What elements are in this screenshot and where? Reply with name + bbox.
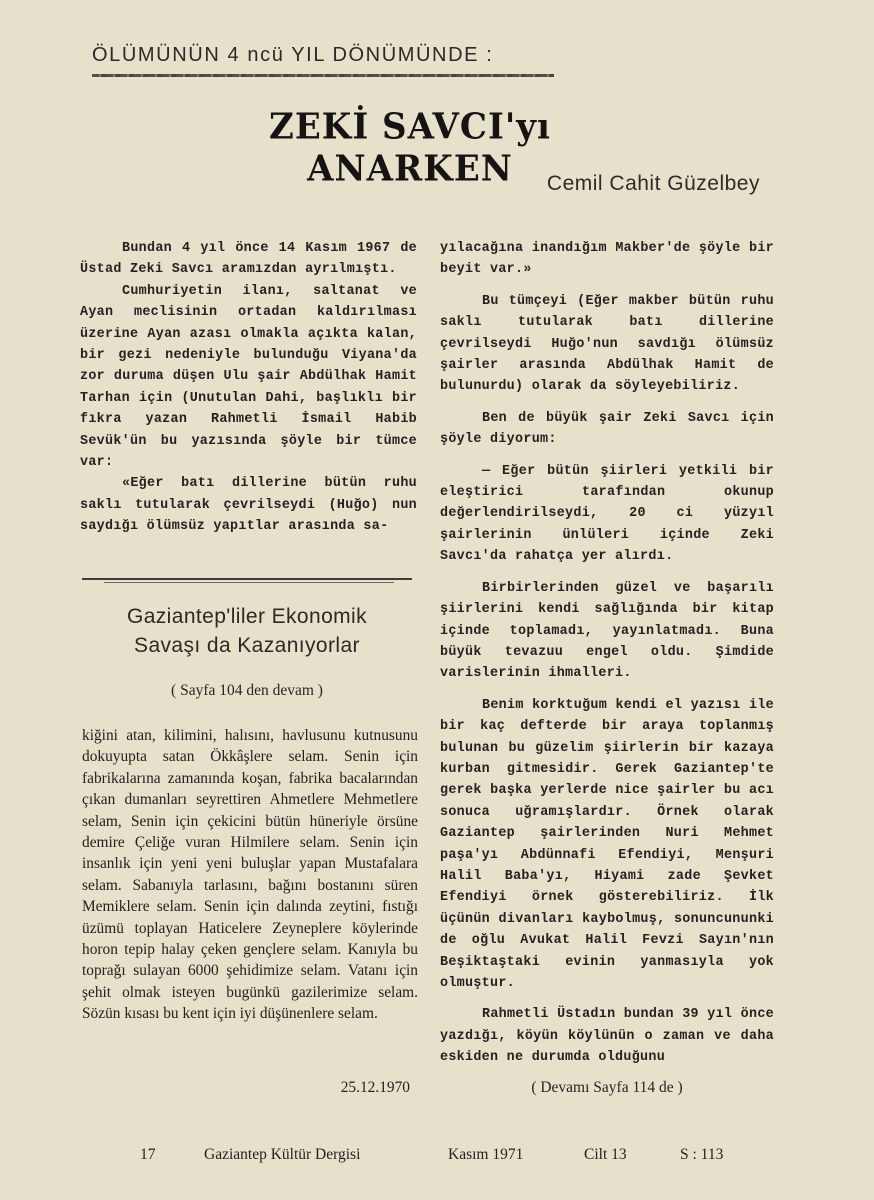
article-column-left: [80, 238, 417, 538]
article-paragraph: Birbirlerinden güzel ve başarılı şiirlerini kendi sağlığında bir kitap içinde toplamadı, yayınlatmadı. Buna büyük tevazuu engel oldu. Şimdide varislerinin ihmalleri.: [440, 580, 774, 682]
issue-date: Kasım 1971: [448, 1146, 524, 1163]
issue-number: S : 113: [680, 1146, 724, 1163]
continued-on-note: ( Devamı Sayfa 114 de ): [531, 1079, 683, 1096]
sidebar-body: [82, 725, 418, 1025]
article-column-right: [440, 238, 774, 1069]
article-paragraph: Rahmetli Üstadın bundan 39 yıl önce yazdığı, köyün köylünün o zaman ve daha eskiden ne durumda olduğunu: [440, 1007, 774, 1066]
article-paragraph: — Eğer bütün şiirleri yetkili bir eleştirici tarafından okunup değerlendirilseydi, 20 ci yüzyıl şairlerinin ünlüleri içinde Zeki Savcı'da rahatça yer alırdı.: [440, 463, 774, 565]
section-kicker: ÖLÜMÜNÜN 4 ncü YIL DÖNÜMÜNDE :: [92, 44, 494, 66]
article-paragraph: «Eğer batı dillerine bütün ruhu saklı tutularak çevrilseydi (Huğo) nun saydığı ölümsüz yapıtlar arasında sa-: [80, 476, 417, 535]
article-title: ZEKİ SAVCI'yı ANARKEN: [269, 106, 551, 190]
continued-from-note: ( Sayfa 104 den devam ): [171, 682, 323, 699]
article-paragraph: Cumhuriyetin ilanı, saltanat ve Ayan meclisinin ortadan kaldırılması üzerine Ayan azası olmakla açıkta kalan, bir gezi nedeniyle bulunduğu Viyana'da zor duruma düşen Ulu şair Abdülhak Hamit Tarhan için (Unutulan Dahi, başlıklı bir fıkra yazan Rahmetli İsmail Habib Sevük'ün bu yazısında şöyle bir tümce var:: [80, 283, 417, 471]
article-paragraph: Ben de büyük şair Zeki Savcı için şöyle diyorum:: [440, 410, 774, 448]
sidebar-headline-line: Savaşı da Kazanıyorlar: [134, 634, 360, 657]
sidebar-date: 25.12.1970: [340, 1079, 410, 1096]
column-divider: [82, 578, 412, 580]
article-paragraph: Benim korktuğum kendi el yazısı ile bir kaç defterde bir araya toplanmış bulunan bu güzelim şiirlerin bir kazaya kurban gitmesidir. Gerek Gaziantep'te gerek başka yerlerde nice şairler bu acı sonuca uğramışlardır. Örnek olarak Gaziantep şairlerinden Nuri Mehmet paşa'yı Abdünnafi Efendiyi, Menşuri Halil Baba'yı, Hiyami zade Şevket Efendiyi örnek gösterebiliriz. İlk üçünün divanları kaybolmuş, sonuncununki de oğlu Avukat Halil Fevzi Sayın'nın Beşiktaştaki evinin yanmasıyla yok olmuştur.: [440, 697, 774, 991]
page-number: 17: [140, 1146, 156, 1163]
sidebar-paragraph: kiğini atan, kilimini, halısını, havlusunu kutnusunu dokuyupta satan Ökkâşlere selam. Senin için fabrikalarına zamanında koşan, fabrika bacalarından çıkan dumanları seyrettiren Ahmetlere Mehmetlere selam, Senin için çekicini bütün hüneriyle örsüne demire Çeliğe vuran Hilmilere selam. Senin için insanlık için yeni yeni buluşlar yapan Mustafalara selam. Sabanıyla tarlasını, bağını bostanını süren Memiklere selam. Senin için dalında zeytini, fıstığı üzümü toplayan Haticelere Zeyneplere köylerinde horon tepip halay çeken gençlere selam. Kanıyla bu toprağı sulayan 6000 şehidimize selam. Vatanı için şehit olmak isteyen bugünkü gazilerimize selam. Sözün kısası bu kent için iyi düşünenlere selam.: [82, 727, 418, 1023]
sidebar-headline: [82, 602, 412, 660]
sidebar-headline-line: Gaziantep'liler Ekonomik: [126, 605, 368, 628]
column-divider-thin: [104, 582, 394, 583]
journal-name: Gaziantep Kültür Dergisi: [204, 1146, 361, 1163]
volume-label: Cilt 13: [584, 1146, 627, 1163]
article-paragraph: Bundan 4 yıl önce 14 Kasım 1967 de Üstad Zeki Savcı aramızdan ayrılmıştı.: [80, 241, 417, 278]
author-name: Cemil Cahit Güzelbey: [546, 172, 760, 195]
article-paragraph: yılacağına inandığım Makber'de şöyle bir beyit var.»: [440, 241, 774, 278]
header-rule: [92, 74, 554, 77]
article-paragraph: Bu tümçeyi (Eğer makber bütün ruhu saklı tutularak batı dillerine çevrilseydi Huğo'nun savdığı ölümsüz şairler arasında Abdülhak Hamit de bulunurdu) olarak da söyleyebiliriz.: [440, 293, 774, 395]
